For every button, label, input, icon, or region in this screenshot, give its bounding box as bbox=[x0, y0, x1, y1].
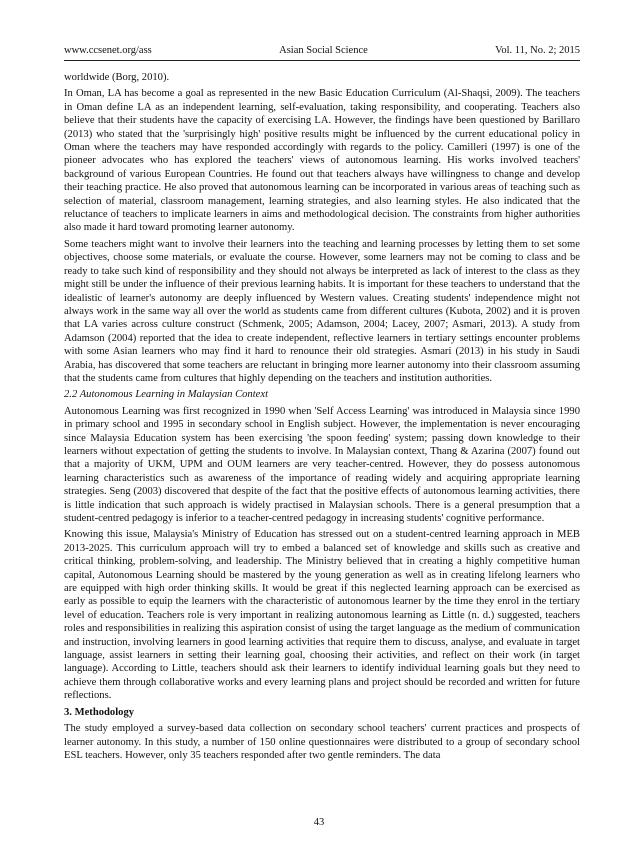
running-header bbox=[64, 44, 580, 61]
section-subheading: 2.2 Autonomous Learning in Malaysian Context bbox=[64, 389, 269, 401]
volume-info: Vol. 11, No. 2; 2015 bbox=[495, 45, 580, 56]
section-heading: 3. Methodology bbox=[64, 706, 135, 718]
paragraph-malaysia-history: Autonomous Learning was first recognized in 1990 when 'Self Access Learning' was introduced in Malaysia since 1990 in primary school and 1995 in secondary school in English subject. However, the implementation is never encouraging since Malaysia Education system has been exercising 'the spoon feeding' system; passing down knowledge to their learners without expectation of getting the students to involve. In Malaysian context, Thang & Azarina (2007) found out that a majority of UKM, UPM and OUM learners are very teacher-centred. However, they do possess autonomous learning characteristics such as awareness of the importance of reading widely and acquiring appropriate learning strategies. Seng (2003) discovered that despite of the fact that the positive effects of autonomous learning activities, there is little indication that such approach is widely practised in Malaysian schools. There is a general presumption that a student-centred pedagogy is inferior to a teacher-centred pedagogy in increasing students' cognitive performance. bbox=[64, 405, 580, 524]
page-number: 43 bbox=[313, 817, 325, 828]
journal-title: Asian Social Science bbox=[279, 45, 368, 56]
paragraph-oman: In Oman, LA has become a goal as represented in the new Basic Education Curriculum (Al-Shaqsi, 2009). The teachers in Oman define LA as an independent learning, self-evaluation, taking responsibility, and cooperating. Teachers also believe that their students have the capacity of exercising LA. However, the findings have been questioned by Barillaro (2013) who stated that the 'surprisingly high' positive results might be influenced by the current educational policy in Oman where the teachers may have responded accordingly with regards to the policy. Camilleri (1997) is one of the pioneer advocates who has explored the teachers' views of autonomous learning. His works involved teachers' background of various European Countries. He found out that teachers always have willingness to change and develop their teaching practice. He also proved that autonomous learning can be incorporated in various areas of teaching such as selection of material, classroom management, learning strategies, and also learning styles. He also indicated that the reluctance of teachers to implicate learners in aims and methodological decision. The constraints from higher authorities also made it hard toward promoting learner autonomy. bbox=[64, 88, 580, 234]
paragraph-methodology: The study employed a survey-based data collection on secondary school teachers' current practices and prospects of learner autonomy. In this study, a number of 150 online questionnaires were distributed to a group of secondary school ESL teachers. However, only 35 teachers responded after two gentle reminders. The data bbox=[64, 723, 580, 761]
paragraph-ministry: Knowing this issue, Malaysia's Ministry of Education has stressed out on a student-centred learning approach in MEB 2013-2025. This curriculum approach will try to embed a balanced set of knowledge and skills such as creative and critical thinking, problem-solving, and leadership. The Ministry believed that in creating a highly competitive human capital, Autonomous Learning should be mastered by the young generation as well as in creating lifelong learners who are equipped with high order thinking skills. It would be great if this neglected learning approach can be exercised as early as possible to equip the learners with the characteristic of autonomous learner by the time they enrol in the tertiary level of education. Teachers role is very important in realizing autonomous learning as Little (n. d.) suggested, teachers roles and responsibilities in realizing this aspiration consist of using the target language as the medium of communication and instruction, involving learners in good learning activities that require them to discuss, analyse, and evaluate in target language, assist learners in setting their learning goal, choosing their activities, and reflect on their work (in target language). According to Little, teachers should ask their learners to identify individual learning goals but they need to achieve them through collaborative works and every learning plans and project should be recorded and written for future reflections. bbox=[64, 529, 580, 702]
body-text bbox=[64, 71, 580, 765]
paragraph-continuation: worldwide (Borg, 2010). bbox=[64, 72, 170, 83]
paragraph-teachers-involvement: Some teachers might want to involve their learners into the teaching and learning processes by letting them to set some objectives, choose some materials, or evaluate the course. However, some learners may not be coming to class and be ready to take such kind of responsibility and they should not always be interpreted as lack of interest to the class as they might still be under the influence of their previous learning habits. It is important for these teachers to understand that the idealistic of learner's autonomy are deeply influenced by Western values. Creating students' independence might not always work in the same way all over the world as students came from different cultures (Kubota, 2002) and it is proven that LA varies across culture construct (Schmenk, 2005; Adamson, 2004; Lacey, 2007; Asmari, 2013). A study from Adamson (2004) reported that the idea to create independent, reflective learners in tertiary settings encounter problems with some Asian learners who may find it hard to renounce their old strategies. Asmari (2013) in his study in Saudi Arabia, has discovered that some teachers are reluctant in bringing more learner autonomy into their classroom assuming that the students came from cultures that highly depending on the teachers and institution authorities. bbox=[64, 238, 580, 384]
journal-url: www.ccsenet.org/ass bbox=[64, 45, 152, 56]
